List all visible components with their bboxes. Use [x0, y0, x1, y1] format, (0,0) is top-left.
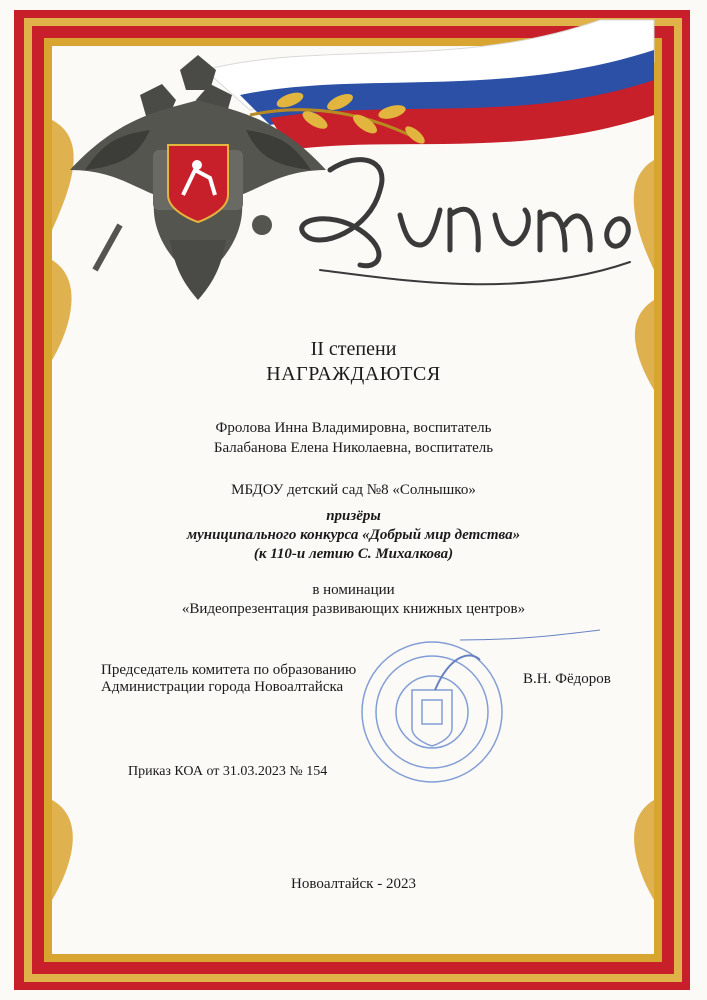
- status: призёры: [326, 508, 381, 524]
- signer-name: В.Н. Фёдоров: [523, 671, 611, 687]
- order-reference: Приказ КОА от 31.03.2023 № 154: [128, 764, 328, 779]
- nomination-label: в номинации: [312, 582, 395, 598]
- nomination-title: «Видеопрезентация развивающих книжных центров»: [181, 601, 526, 617]
- recipient-2: Балабанова Елена Николаевна, воспитатель: [213, 440, 494, 456]
- place-year: Новоалтайск - 2023: [291, 876, 416, 892]
- organization: МБДОУ детский сад №8 «Солнышко»: [231, 482, 476, 498]
- diploma-degree: II степени: [310, 338, 397, 360]
- chairman-title-line2: Администрации города Новоалтайска: [101, 679, 344, 695]
- contest-dedication: (к 110-и летию С. Михалкова): [253, 546, 454, 562]
- contest-name: муниципального конкурса «Добрый мир детства»: [186, 527, 521, 543]
- recipient-1: Фролова Инна Владимировна, воспитатель: [215, 420, 492, 436]
- awarded-heading: НАГРАЖДАЮТСЯ: [266, 363, 441, 385]
- chairman-title-line1: Председатель комитета по образованию: [101, 662, 357, 678]
